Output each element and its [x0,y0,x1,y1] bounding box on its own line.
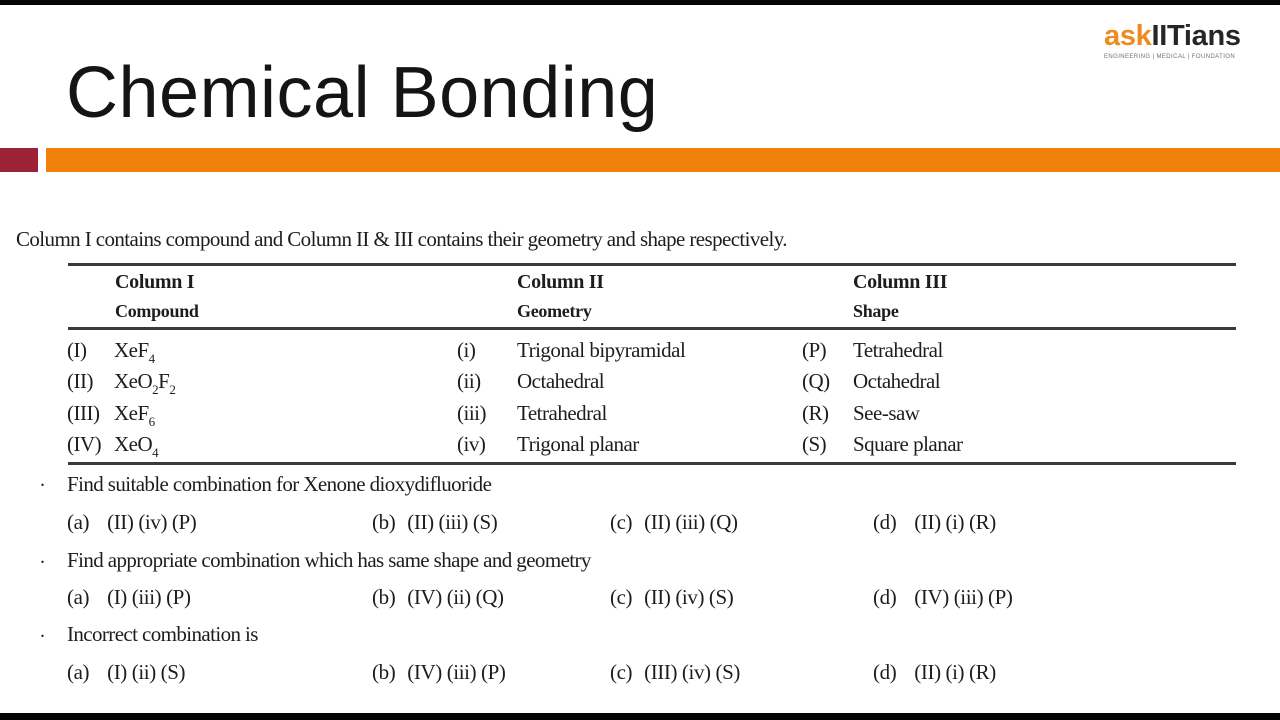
shape-label: (Q) [802,369,830,393]
column-1-heading: Column I [115,271,195,293]
option-d[interactable]: (d) (IV) (iii) (P) [873,585,1013,609]
compound-formula: XeF$_4$ [114,338,155,366]
column-3-subheading: Shape [853,301,899,321]
geometry-label: (iv) [457,432,486,456]
slide-title: Chemical Bonding [66,53,659,133]
question-text: Find suitable combination for Xenone dioxydifluoride [67,472,492,496]
option-c[interactable]: (c) (II) (iii) (Q) [610,510,738,534]
option-b[interactable]: (b) (IV) (iii) (P) [372,660,506,684]
option-d[interactable]: (d) (II) (i) (R) [873,660,996,684]
question-bullet: . [40,620,45,642]
option-a[interactable]: (a) (II) (iv) (P) [67,510,197,534]
compound-formula: $XeO_2F_2$ [114,369,176,397]
geometry-label: (iii) [457,401,486,425]
geometry-value: Octahedral [517,369,605,393]
question-bullet: . [40,469,45,491]
option-a[interactable]: (a) (I) (iii) (P) [67,585,191,609]
compound-formula: XeF$_6$ [114,401,155,429]
shape-label: (R) [802,401,829,425]
logo-ask-text: ask [1104,20,1152,52]
table-header-rule [68,327,1236,330]
compound-formula: XeO$_4$ [114,432,159,460]
compound-label: (IV) [67,432,102,456]
compound-label: (II) [67,369,93,393]
table-top-rule [68,263,1236,266]
option-b[interactable]: (b) (II) (iii) (S) [372,510,498,534]
divider-bar-orange [46,148,1280,172]
shape-value: See-saw [853,401,920,425]
geometry-value: Tetrahedral [517,401,607,425]
intro-text: Column I contains compound and Column II & III contains their geometry and shape respectively. [16,227,787,251]
shape-value: Square planar [853,432,963,456]
question-text: Find appropriate combination which has same shape and geometry [67,548,591,572]
question-text: Incorrect combination is [67,622,258,646]
column-3-heading: Column III [853,271,948,293]
asklITians-logo [1104,20,1270,70]
option-d[interactable]: (d) (II) (i) (R) [873,510,996,534]
compound-label: (III) [67,401,100,425]
option-c[interactable]: (c) (II) (iv) (S) [610,585,734,609]
option-a[interactable]: (a) (I) (ii) (S) [67,660,186,684]
shape-value: Octahedral [853,369,941,393]
geometry-label: (i) [457,338,476,362]
question-bullet: . [40,546,45,568]
compound-label: (I) [67,338,87,362]
divider-accent-maroon [0,148,38,172]
shape-value: Tetrahedral [853,338,943,362]
video-letterbox-bottom [0,713,1280,720]
column-1-subheading: Compound [115,301,199,321]
column-2-heading: Column II [517,271,604,293]
table-bottom-rule [68,462,1236,465]
option-c[interactable]: (c) (III) (iv) (S) [610,660,740,684]
geometry-value: Trigonal planar [517,432,639,456]
column-2-subheading: Geometry [517,301,592,321]
shape-label: (S) [802,432,827,456]
logo-tagline: ENGINEERING | MEDICAL | FOUNDATION [1104,54,1236,60]
logo-iitians-text: IITians [1151,20,1241,52]
logo-wordmark [1104,20,1270,52]
presentation-slide [0,5,1280,713]
shape-label: (P) [802,338,827,362]
geometry-label: (ii) [457,369,481,393]
geometry-value: Trigonal bipyramidal [517,338,686,362]
option-b[interactable]: (b) (IV) (ii) (Q) [372,585,504,609]
